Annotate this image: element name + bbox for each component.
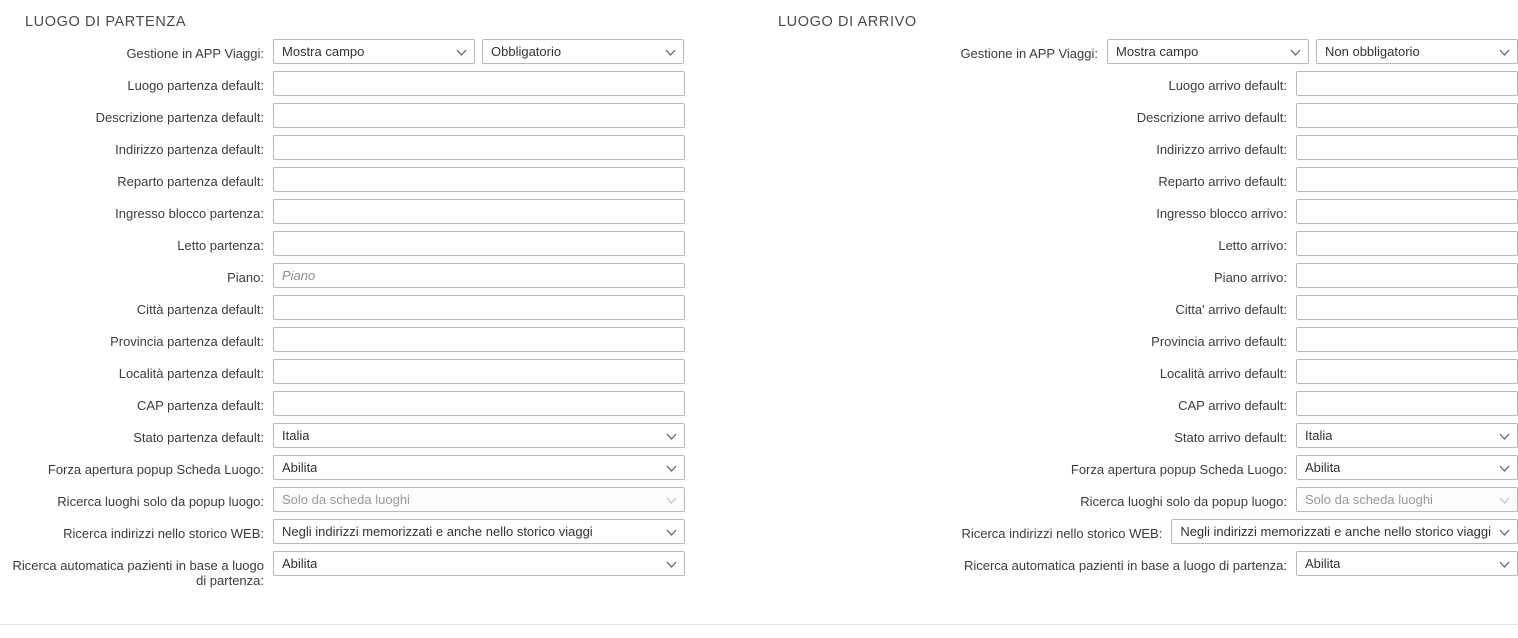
- citta-arrivo-default-input[interactable]: [1296, 295, 1518, 320]
- ricerca-indirizzi-storico-web-partenza-selected-value: Negli indirizzi memorizzati e anche nello storico viaggi: [282, 524, 593, 539]
- stato-partenza-default-control: [273, 423, 685, 448]
- gestione-app-viaggi-partenza-visibility-selected-value: Mostra campo: [282, 44, 365, 59]
- stato-partenza-default-label: Stato partenza default:: [133, 430, 264, 445]
- gestione-app-viaggi-arrivo-label: Gestione in APP Viaggi:: [960, 46, 1098, 61]
- citta-arrivo-default-label: Citta' arrivo default:: [1175, 302, 1287, 317]
- luogo-partenza-default-input[interactable]: [273, 71, 685, 96]
- form-row: [0, 487, 746, 519]
- form-row: [746, 71, 1518, 103]
- form-row: [746, 551, 1518, 583]
- ingresso-blocco-partenza-input[interactable]: [273, 199, 685, 224]
- gestione-app-viaggi-arrivo-visibility-selected-value: Mostra campo: [1116, 44, 1199, 59]
- descrizione-partenza-default-control: [273, 103, 685, 128]
- gestione-app-viaggi-partenza-visibility-select[interactable]: [273, 39, 475, 64]
- gestione-app-viaggi-arrivo-control: [1107, 39, 1518, 64]
- ricerca-indirizzi-storico-web-partenza-select[interactable]: [273, 519, 685, 544]
- stato-arrivo-default-selected-value: Italia: [1305, 428, 1333, 443]
- gestione-app-viaggi-partenza-visibility-wrapper: [273, 39, 475, 64]
- chevron-down-icon: [666, 561, 677, 568]
- localita-partenza-default-control: [273, 359, 685, 384]
- provincia-partenza-default-label: Provincia partenza default:: [110, 334, 264, 349]
- form-row: [0, 359, 746, 391]
- cap-arrivo-default-label: CAP arrivo default:: [1178, 398, 1287, 413]
- gestione-app-viaggi-arrivo-requirement-selected-value: Non obbligatorio: [1325, 44, 1420, 59]
- chevron-down-icon: [666, 433, 677, 440]
- localita-arrivo-default-input[interactable]: [1296, 359, 1518, 384]
- indirizzo-arrivo-default-input[interactable]: [1296, 135, 1518, 160]
- reparto-arrivo-default-control: [1296, 167, 1518, 192]
- cap-arrivo-default-control: [1296, 391, 1518, 416]
- form-row: [746, 295, 1518, 327]
- piano-partenza-control: [273, 263, 685, 288]
- form-row: [0, 231, 746, 263]
- chevron-down-icon: [1499, 529, 1510, 536]
- form-row: [0, 551, 746, 588]
- ricerca-automatica-pazienti-arrivo-label: Ricerca automatica pazienti in base a luogo di partenza:: [963, 558, 1287, 573]
- forza-apertura-popup-scheda-luogo-arrivo-control: [1296, 455, 1518, 480]
- ricerca-automatica-pazienti-partenza-selected-value: Abilita: [282, 556, 318, 571]
- form-row: [0, 167, 746, 199]
- chevron-down-icon: [1499, 433, 1510, 440]
- form-row: [0, 391, 746, 423]
- form-row: [0, 455, 746, 487]
- piano-arrivo-label: Piano arrivo:: [1214, 270, 1287, 285]
- provincia-arrivo-default-control: [1296, 327, 1518, 352]
- indirizzo-arrivo-default-label: Indirizzo arrivo default:: [1156, 142, 1287, 157]
- descrizione-arrivo-default-input[interactable]: [1296, 103, 1518, 128]
- chevron-down-icon: [1499, 497, 1510, 504]
- localita-partenza-default-input[interactable]: [273, 359, 685, 384]
- reparto-partenza-default-label: Reparto partenza default:: [117, 174, 264, 189]
- piano-partenza-input[interactable]: [273, 263, 685, 288]
- gestione-app-viaggi-partenza-control: [273, 39, 685, 64]
- arrival-column: [746, 0, 1518, 583]
- ricerca-luoghi-solo-da-popup-arrivo-control: [1296, 487, 1518, 512]
- ricerca-automatica-pazienti-arrivo-selected-value: Abilita: [1305, 556, 1341, 571]
- form-row: [746, 487, 1518, 519]
- form-row: [0, 71, 746, 103]
- cap-partenza-default-control: [273, 391, 685, 416]
- stato-arrivo-default-label: Stato arrivo default:: [1174, 430, 1287, 445]
- ricerca-luoghi-solo-da-popup-partenza-control: [273, 487, 685, 512]
- form-row: [0, 423, 746, 455]
- localita-arrivo-default-label: Località arrivo default:: [1159, 366, 1287, 381]
- ricerca-luoghi-solo-da-popup-arrivo-select: [1296, 487, 1518, 512]
- form-row: [746, 199, 1518, 231]
- indirizzo-arrivo-default-control: [1296, 135, 1518, 160]
- provincia-partenza-default-input[interactable]: [273, 327, 685, 352]
- ricerca-indirizzi-storico-web-arrivo-control: [1171, 519, 1518, 544]
- form-row: [0, 135, 746, 167]
- luogo-arrivo-default-input[interactable]: [1296, 71, 1518, 96]
- ricerca-automatica-pazienti-partenza-select[interactable]: [273, 551, 685, 576]
- cap-arrivo-default-input[interactable]: [1296, 391, 1518, 416]
- piano-partenza-label: Piano:: [227, 270, 264, 285]
- departure-column: [0, 0, 746, 588]
- localita-arrivo-default-control: [1296, 359, 1518, 384]
- luogo-partenza-default-control: [273, 71, 685, 96]
- form-row: [746, 167, 1518, 199]
- indirizzo-partenza-default-input[interactable]: [273, 135, 685, 160]
- chevron-down-icon: [1499, 465, 1510, 472]
- forza-apertura-popup-scheda-luogo-arrivo-select[interactable]: [1296, 455, 1518, 480]
- gestione-app-viaggi-partenza-label: Gestione in APP Viaggi:: [126, 46, 264, 61]
- reparto-partenza-default-input[interactable]: [273, 167, 685, 192]
- ricerca-indirizzi-storico-web-arrivo-selected-value: Negli indirizzi memorizzati e anche nello storico viaggi: [1180, 524, 1491, 539]
- reparto-arrivo-default-label: Reparto arrivo default:: [1158, 174, 1287, 189]
- ricerca-luoghi-solo-da-popup-partenza-selected-value: Solo da scheda luoghi: [282, 492, 410, 507]
- indirizzo-partenza-default-label: Indirizzo partenza default:: [115, 142, 264, 157]
- ricerca-automatica-pazienti-arrivo-select[interactable]: [1296, 551, 1518, 576]
- form-row: [0, 103, 746, 135]
- letto-partenza-input[interactable]: [273, 231, 685, 256]
- forza-apertura-popup-scheda-luogo-partenza-selected-value: Abilita: [282, 460, 318, 475]
- departure-fields: [0, 39, 746, 588]
- form-row: [0, 199, 746, 231]
- descrizione-partenza-default-input[interactable]: [273, 103, 685, 128]
- form-row: [746, 455, 1518, 487]
- ricerca-indirizzi-storico-web-partenza-control: [273, 519, 685, 544]
- gestione-app-viaggi-partenza-requirement-select[interactable]: [482, 39, 684, 64]
- ricerca-luoghi-solo-da-popup-partenza-select: [273, 487, 685, 512]
- descrizione-arrivo-default-control: [1296, 103, 1518, 128]
- ingresso-blocco-partenza-label: Ingresso blocco partenza:: [115, 206, 264, 221]
- ricerca-luoghi-solo-da-popup-arrivo-label: Ricerca luoghi solo da popup luogo:: [1080, 494, 1287, 509]
- forza-apertura-popup-scheda-luogo-arrivo-selected-value: Abilita: [1305, 460, 1341, 475]
- citta-partenza-default-input[interactable]: [273, 295, 685, 320]
- indirizzo-partenza-default-control: [273, 135, 685, 160]
- form-row: [0, 327, 746, 359]
- form-row: [746, 391, 1518, 423]
- chevron-down-icon: [1499, 49, 1510, 56]
- cap-partenza-default-input[interactable]: [273, 391, 685, 416]
- chevron-down-icon: [666, 465, 677, 472]
- bottom-divider: [0, 624, 1518, 625]
- reparto-arrivo-default-input[interactable]: [1296, 167, 1518, 192]
- ingresso-blocco-arrivo-input[interactable]: [1296, 199, 1518, 224]
- citta-partenza-default-control: [273, 295, 685, 320]
- luogo-partenza-default-label: Luogo partenza default:: [127, 78, 264, 93]
- ricerca-automatica-pazienti-partenza-label: Ricerca automatica pazienti in base a luogo di partenza:: [12, 558, 264, 588]
- letto-arrivo-control: [1296, 231, 1518, 256]
- form-row: [0, 295, 746, 327]
- provincia-arrivo-default-label: Provincia arrivo default:: [1151, 334, 1287, 349]
- forza-apertura-popup-scheda-luogo-arrivo-label: Forza apertura popup Scheda Luogo:: [1070, 462, 1287, 477]
- gestione-app-viaggi-partenza-requirement-wrapper: [482, 39, 684, 64]
- ingresso-blocco-partenza-control: [273, 199, 685, 224]
- form-row: [746, 263, 1518, 295]
- ricerca-automatica-pazienti-partenza-control: [273, 551, 685, 576]
- letto-partenza-control: [273, 231, 685, 256]
- arrival-section-title: LUOGO DI ARRIVO: [778, 14, 917, 30]
- chevron-down-icon: [456, 49, 467, 56]
- chevron-down-icon: [665, 49, 676, 56]
- form-row: [0, 39, 746, 71]
- gestione-app-viaggi-partenza-requirement-selected-value: Obbligatorio: [491, 44, 562, 59]
- letto-arrivo-label: Letto arrivo:: [1218, 238, 1287, 253]
- ricerca-automatica-pazienti-arrivo-control: [1296, 551, 1518, 576]
- chevron-down-icon: [1290, 49, 1301, 56]
- descrizione-partenza-default-label: Descrizione partenza default:: [95, 110, 264, 125]
- form-row: [746, 103, 1518, 135]
- ricerca-indirizzi-storico-web-arrivo-label: Ricerca indirizzi nello storico WEB:: [961, 526, 1163, 541]
- ricerca-indirizzi-storico-web-arrivo-select[interactable]: [1171, 519, 1518, 544]
- chevron-down-icon: [666, 529, 677, 536]
- letto-arrivo-input[interactable]: [1296, 231, 1518, 256]
- stato-arrivo-default-control: [1296, 423, 1518, 448]
- form-row: [0, 519, 746, 551]
- localita-partenza-default-label: Località partenza default:: [118, 366, 264, 381]
- gestione-app-viaggi-arrivo-visibility-select[interactable]: [1107, 39, 1309, 64]
- stato-partenza-default-selected-value: Italia: [282, 428, 310, 443]
- gestione-app-viaggi-arrivo-visibility-wrapper: [1107, 39, 1309, 64]
- luogo-arrivo-default-control: [1296, 71, 1518, 96]
- form-row: [746, 327, 1518, 359]
- reparto-partenza-default-control: [273, 167, 685, 192]
- stato-partenza-default-select[interactable]: [273, 423, 685, 448]
- form-row: [746, 135, 1518, 167]
- provincia-arrivo-default-input[interactable]: [1296, 327, 1518, 352]
- citta-partenza-default-label: Città partenza default:: [136, 302, 264, 317]
- citta-arrivo-default-control: [1296, 295, 1518, 320]
- forza-apertura-popup-scheda-luogo-partenza-select[interactable]: [273, 455, 685, 480]
- chevron-down-icon: [1499, 561, 1510, 568]
- forza-apertura-popup-scheda-luogo-partenza-label: Forza apertura popup Scheda Luogo:: [47, 462, 264, 477]
- ricerca-luoghi-solo-da-popup-arrivo-selected-value: Solo da scheda luoghi: [1305, 492, 1433, 507]
- gestione-app-viaggi-arrivo-requirement-wrapper: [1316, 39, 1518, 64]
- form-row: [746, 39, 1518, 71]
- descrizione-arrivo-default-label: Descrizione arrivo default:: [1136, 110, 1287, 125]
- piano-arrivo-control: [1296, 263, 1518, 288]
- form-row: [746, 519, 1518, 551]
- stato-arrivo-default-select[interactable]: [1296, 423, 1518, 448]
- arrival-fields: [746, 39, 1518, 583]
- cap-partenza-default-label: CAP partenza default:: [137, 398, 264, 413]
- provincia-partenza-default-control: [273, 327, 685, 352]
- chevron-down-icon: [666, 497, 677, 504]
- form-row: [746, 423, 1518, 455]
- ricerca-luoghi-solo-da-popup-partenza-label: Ricerca luoghi solo da popup luogo:: [57, 494, 264, 509]
- ricerca-indirizzi-storico-web-partenza-label: Ricerca indirizzi nello storico WEB:: [63, 526, 264, 541]
- gestione-app-viaggi-arrivo-requirement-select[interactable]: [1316, 39, 1518, 64]
- form-row: [0, 263, 746, 295]
- piano-arrivo-input[interactable]: [1296, 263, 1518, 288]
- letto-partenza-label: Letto partenza:: [177, 238, 264, 253]
- luogo-arrivo-default-label: Luogo arrivo default:: [1168, 78, 1287, 93]
- form-row: [746, 231, 1518, 263]
- ingresso-blocco-arrivo-control: [1296, 199, 1518, 224]
- forza-apertura-popup-scheda-luogo-partenza-control: [273, 455, 685, 480]
- departure-section-title: LUOGO DI PARTENZA: [25, 14, 187, 30]
- ingresso-blocco-arrivo-label: Ingresso blocco arrivo:: [1156, 206, 1287, 221]
- form-row: [746, 359, 1518, 391]
